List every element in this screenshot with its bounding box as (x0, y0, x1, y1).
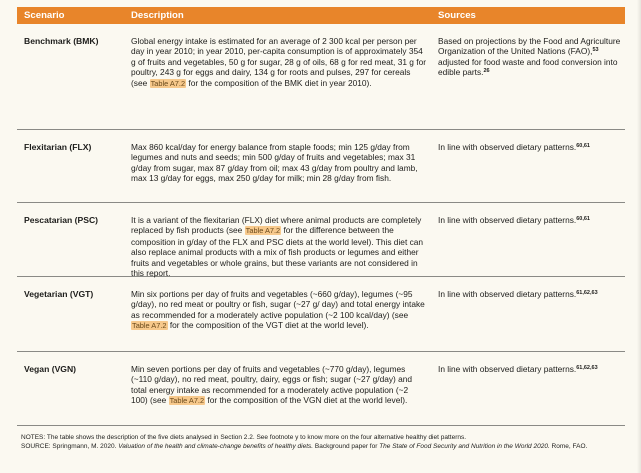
header-scenario: Scenario (24, 10, 65, 21)
scenario-source: In line with observed dietary patterns.$^{61,62,63}$ (438, 289, 598, 299)
table-reference-link[interactable]: Table A7.2 (150, 78, 186, 88)
notes-line: NOTES: The table shows the description of the five diets analysed in Section 2.2. See footnote y to know more on the four alternative healthy diet patterns. (21, 434, 467, 441)
table-row-vegetarian (17, 277, 625, 352)
table-reference-link[interactable]: Table A7.2 (132, 321, 167, 331)
scenario-description: Global energy intake is estimated for an average of 2 300 kcal per person per day in year 2010; in year 2010, per-capita consumption is of approximately 354 g of fruits and vegetables, 50 g for sugar, 28 g of oils, 68 g for red meat, 31 g for poultry, 243 g for eggs and dairy, 134 g for roots and pulses, 297 for cereals (see Table A7.2 for the composition of the BMK diet in year 2010). (131, 36, 426, 88)
scenario-source: In line with observed dietary patterns.$^{60,61}$ (438, 215, 590, 225)
table-row-benchmark (17, 24, 625, 130)
scenario-source: Based on projections by the Food and Agriculture Organization of the United Nations (FAO),$^{53}$ adjusted for food waste and food conversion into edible parts.$^{26}$ (438, 36, 621, 78)
diet-scenarios-table (17, 7, 625, 451)
scenario-name: Pescatarian (PSC) (24, 215, 99, 225)
scenario-description: Min six portions per day of fruits and vegetables (~660 g/day), legumes (~95 g/day), no red meat or poultry or fish, sugar (~27 g/ day) and total energy intake as recommended for a moderately active population (~2 100 kcal/day) (see Table A7.2 for the composition of the VGT diet at the world level). (131, 289, 425, 331)
source-citation: SOURCE: Springmann, M. 2020. Valuation of the health and climate-change benefits of healthy diets. Background paper for The State of Food Security and Nutrition in the World 2020. Rome, FAO. (21, 442, 588, 450)
scenario-name: Flexitarian (FLX) (24, 142, 92, 152)
scenario-description: It is a variant of the flexitarian (FLX) diet where animal products are completely replaced by fish products (see Table A7.2 for the difference between the composition in g/day of the FLX and PSC diets at the world level). This diet can also replace animal products with a mix of fish products or legumes and either fruits and vegetables or whole grains, but these variants are not considered in this report. (131, 215, 424, 279)
scenario-description: Min seven portions per day of fruits and vegetables (~770 g/day), legumes (~110 g/day), no red meat, poultry, dairy, eggs or fish; sugar (~27 g/day) and total energy intake as recommended for a moderately active population (~2 100) (see Table A7.2 for the composition of the VGN diet at the world level). (131, 364, 413, 406)
scenario-source: In line with observed dietary patterns.$^{60,61}$ (438, 142, 590, 152)
table-row-flexitarian (17, 130, 625, 203)
scenario-name: Vegetarian (VGT) (24, 289, 94, 299)
scrollbar-edge (637, 0, 641, 473)
table-row-pescatarian (17, 203, 625, 277)
header-description: Description (131, 10, 184, 21)
scenario-description: Max 860 kcal/day for energy balance from staple foods; min 125 g/day from legumes and nuts and seeds; min 500 g/day of fruits and vegetables; max 31 g/day from sugar, max 87 g/day from oil; max 43 g/day from poultry and lamb, max 13 g/day for eggs, max 250 g/day for milk; min 28 g/day from fish. (131, 142, 418, 184)
table-header (17, 7, 625, 24)
scenario-name: Benchmark (BMK) (24, 36, 99, 46)
table-notes (17, 434, 625, 451)
table-reference-link[interactable]: Table A7.2 (245, 226, 281, 236)
scenario-name: Vegan (VGN) (24, 364, 77, 374)
header-sources: Sources (438, 10, 476, 21)
table-row-vegan (17, 352, 625, 426)
table-reference-link[interactable]: Table A7.2 (169, 396, 205, 406)
scenario-source: In line with observed dietary patterns.$^{61,62,63}$ (438, 364, 598, 374)
